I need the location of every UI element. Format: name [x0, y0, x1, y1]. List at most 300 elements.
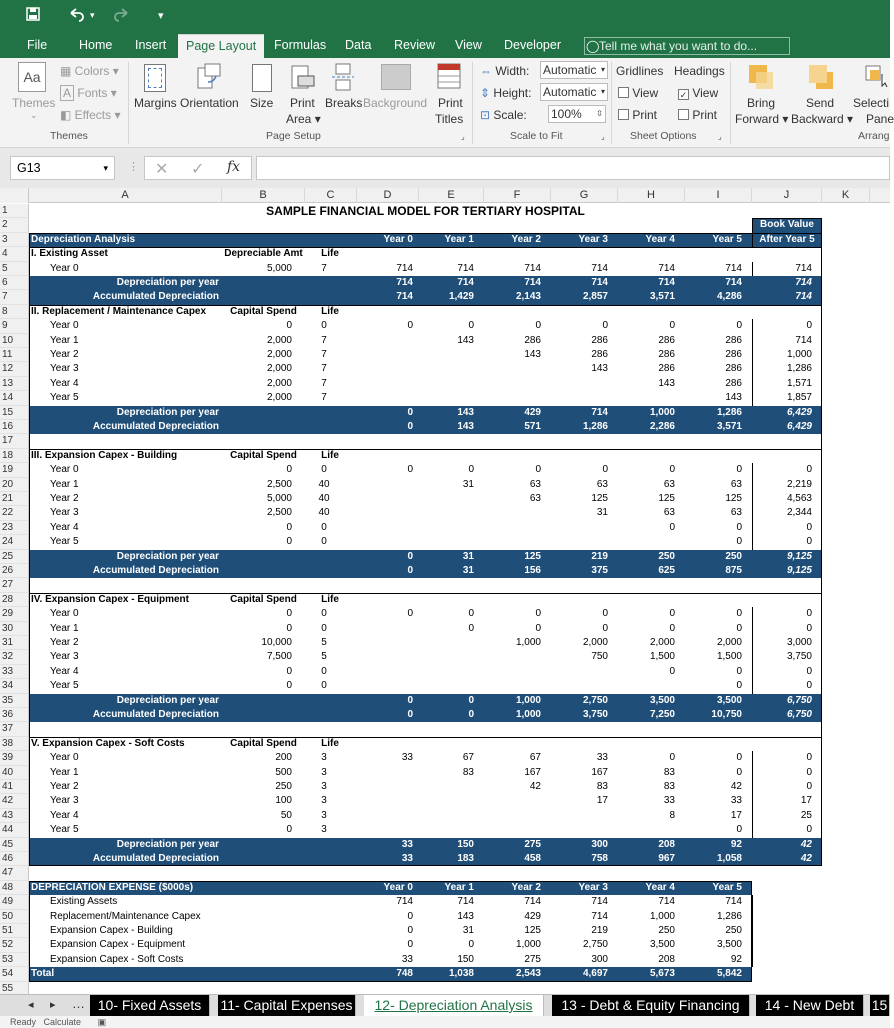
tell-me-search[interactable] [584, 37, 790, 55]
value-cell[interactable] [357, 809, 413, 823]
value-cell[interactable]: 0 [669, 320, 675, 332]
summary-value[interactable]: 714 [457, 896, 474, 908]
summary-total-value[interactable]: 748 [357, 967, 413, 981]
summary-total-label[interactable]: Total [31, 967, 131, 981]
column-header[interactable]: J [752, 188, 822, 203]
value-cell[interactable] [357, 535, 413, 549]
value-cell[interactable] [484, 823, 541, 837]
total-value[interactable]: 0 [419, 708, 474, 722]
summary-value[interactable]: 714 [658, 896, 675, 908]
total-value[interactable]: 571 [484, 420, 541, 434]
life[interactable]: 7 [321, 349, 327, 360]
value-cell[interactable]: 0 [806, 320, 812, 332]
row-header[interactable]: 7 [0, 290, 29, 304]
section-heading[interactable]: Depreciation Analysis [31, 233, 221, 247]
row-header[interactable]: 55 [0, 982, 29, 996]
section-title[interactable]: I. Existing Asset [31, 248, 108, 260]
value-cell[interactable]: 0 [806, 464, 812, 476]
total-value[interactable]: 3,571 [685, 420, 742, 434]
life[interactable]: 0 [321, 608, 327, 620]
total-value[interactable]: 9,125 [752, 564, 812, 578]
total-value[interactable]: 2,750 [551, 694, 608, 708]
total-value[interactable]: 429 [484, 406, 541, 420]
section-column-label[interactable]: Depreciable Amt [224, 248, 303, 260]
capital-spend[interactable]: 10,000 [261, 637, 292, 648]
column-header[interactable]: D [357, 188, 419, 203]
life[interactable]: 0 [321, 521, 327, 533]
row-header[interactable]: 15 [0, 406, 29, 420]
life[interactable]: 40 [318, 478, 330, 490]
value-cell[interactable]: 0 [468, 622, 474, 634]
row-header[interactable]: 11 [0, 348, 29, 362]
life[interactable]: 3 [321, 752, 327, 764]
row-header[interactable]: 43 [0, 809, 29, 823]
value-cell[interactable]: 1,000 [515, 637, 541, 648]
tab-formulas[interactable]: Formulas [274, 38, 327, 52]
value-cell[interactable]: 0 [535, 464, 541, 476]
value-cell[interactable] [419, 650, 474, 664]
value-cell[interactable]: 125 [591, 493, 608, 504]
value-cell[interactable]: 0 [736, 521, 742, 533]
value-cell[interactable]: 0 [535, 320, 541, 332]
value-cell[interactable] [551, 679, 608, 693]
row-header[interactable]: 45 [0, 838, 29, 852]
section-title[interactable]: III. Expansion Capex - Building [31, 449, 178, 461]
total-label[interactable]: Accumulated Depreciation [29, 420, 219, 434]
life-column-label[interactable]: Life [321, 737, 339, 749]
year-label[interactable]: Year 5 [50, 824, 79, 836]
total-value[interactable]: 6,429 [752, 406, 812, 420]
value-cell[interactable]: 714 [658, 262, 675, 274]
row-header[interactable]: 33 [0, 665, 29, 679]
row-header[interactable]: 36 [0, 708, 29, 722]
total-label[interactable]: Accumulated Depreciation [29, 852, 219, 866]
year-label[interactable]: Year 3 [50, 651, 79, 663]
value-cell[interactable] [357, 665, 413, 679]
value-cell[interactable]: 3,000 [786, 637, 812, 648]
value-cell[interactable]: 17 [596, 795, 608, 807]
value-cell[interactable] [484, 650, 541, 664]
value-cell[interactable] [618, 535, 675, 549]
year-header[interactable]: Year 1 [419, 233, 474, 247]
value-cell[interactable]: 25 [800, 809, 812, 821]
value-cell[interactable] [551, 809, 608, 823]
summary-value[interactable]: 33 [401, 953, 413, 965]
total-value[interactable]: 1,000 [484, 694, 541, 708]
fonts-button[interactable]: A Fonts ▾ [60, 86, 117, 100]
value-cell[interactable]: 17 [800, 795, 812, 807]
row-header[interactable]: 9 [0, 319, 29, 333]
tab-review[interactable]: Review [394, 38, 435, 52]
life[interactable]: 7 [321, 392, 327, 404]
value-cell[interactable]: 83 [596, 781, 608, 792]
year-label[interactable]: Year 1 [50, 478, 79, 490]
row-header[interactable]: 29 [0, 607, 29, 621]
total-value[interactable]: 2,857 [551, 290, 608, 304]
summary-total-value[interactable]: 5,673 [618, 967, 675, 981]
column-header[interactable]: G [551, 188, 618, 203]
value-cell[interactable] [484, 391, 541, 405]
row-header[interactable]: 3 [0, 233, 29, 247]
value-cell[interactable]: 0 [806, 766, 812, 778]
value-cell[interactable]: 33 [596, 752, 608, 764]
value-cell[interactable] [357, 362, 413, 376]
value-cell[interactable]: 0 [736, 536, 742, 548]
value-cell[interactable] [484, 521, 541, 535]
row-header[interactable]: 18 [0, 449, 29, 463]
summary-value[interactable]: 1,286 [716, 910, 742, 922]
year-label[interactable]: Year 2 [50, 781, 79, 792]
value-cell[interactable]: 167 [591, 766, 608, 778]
value-cell[interactable]: 0 [669, 622, 675, 634]
total-label[interactable]: Accumulated Depreciation [29, 708, 219, 722]
total-value[interactable]: 42 [752, 838, 812, 852]
row-header[interactable]: 21 [0, 492, 29, 506]
sheet-options-launcher-icon[interactable]: ⌟ [718, 132, 722, 141]
value-cell[interactable]: 0 [806, 665, 812, 677]
formula-input[interactable] [256, 156, 890, 180]
column-header[interactable]: F [484, 188, 551, 203]
value-cell[interactable] [484, 679, 541, 693]
value-cell[interactable]: 63 [596, 478, 608, 490]
life[interactable]: 3 [321, 795, 327, 807]
save-icon[interactable] [26, 7, 40, 25]
total-label[interactable]: Depreciation per year [29, 550, 219, 564]
undo-dropdown-icon[interactable]: ▾ [90, 10, 95, 20]
section-title[interactable]: II. Replacement / Maintenance Capex [31, 305, 207, 317]
total-value[interactable]: 625 [618, 564, 675, 578]
life[interactable]: 3 [321, 824, 327, 836]
value-cell[interactable]: 0 [736, 766, 742, 778]
value-cell[interactable]: 143 [725, 392, 742, 404]
column-header[interactable]: E [419, 188, 484, 203]
height-select[interactable] [540, 83, 608, 101]
total-label[interactable]: Accumulated Depreciation [29, 564, 219, 578]
row-header[interactable]: 53 [0, 953, 29, 967]
value-cell[interactable]: 286 [725, 377, 742, 389]
orientation-button[interactable]: Orientation [180, 96, 239, 110]
themes-button[interactable]: Themes [12, 96, 56, 110]
row-header[interactable]: 35 [0, 694, 29, 708]
summary-value[interactable]: 2,750 [582, 939, 608, 951]
tab-data[interactable]: Data [345, 38, 372, 52]
value-cell[interactable]: 0 [736, 752, 742, 764]
total-value[interactable]: 0 [357, 708, 413, 722]
value-cell[interactable]: 143 [658, 377, 675, 389]
total-label[interactable]: Depreciation per year [29, 694, 219, 708]
breaks-button[interactable]: Breaks [325, 96, 363, 110]
summary-title[interactable]: DEPRECIATION EXPENSE ($000s) [31, 881, 331, 895]
row-header[interactable]: 10 [0, 334, 29, 348]
scroll-left-icon[interactable]: ◂ [28, 999, 34, 1011]
year-header[interactable]: Year 5 [685, 233, 742, 247]
row-header[interactable]: 38 [0, 737, 29, 751]
row-header[interactable]: 41 [0, 780, 29, 794]
capital-spend[interactable]: 0 [286, 320, 292, 332]
value-cell[interactable]: 0 [468, 320, 474, 332]
total-value[interactable]: 3,750 [551, 708, 608, 722]
section-column-label[interactable]: Capital Spend [230, 305, 297, 317]
total-value[interactable]: 714 [752, 290, 812, 304]
capital-spend[interactable]: 0 [286, 622, 292, 634]
total-value[interactable]: 1,058 [685, 852, 742, 866]
value-cell[interactable]: 0 [806, 752, 812, 764]
value-cell[interactable]: 0 [669, 752, 675, 764]
year-label[interactable]: Year 3 [50, 363, 79, 375]
value-cell[interactable]: 0 [669, 464, 675, 476]
value-cell[interactable]: 714 [795, 334, 812, 346]
select-all-corner[interactable] [0, 188, 29, 203]
total-value[interactable]: 2,143 [484, 290, 541, 304]
value-cell[interactable]: 750 [591, 651, 608, 663]
margins-button[interactable]: Margins [134, 96, 177, 110]
total-value[interactable]: 1,286 [551, 420, 608, 434]
row-header[interactable]: 23 [0, 521, 29, 535]
headings-print-checkbox[interactable] [678, 108, 717, 122]
value-cell[interactable]: 286 [524, 334, 541, 346]
value-cell[interactable]: 0 [407, 608, 413, 620]
selection-pane-label-2[interactable]: Pane [866, 112, 894, 126]
life-column-label[interactable]: Life [321, 449, 339, 461]
row-header[interactable]: 27 [0, 578, 29, 592]
value-cell[interactable]: 33 [401, 752, 413, 764]
summary-value[interactable]: 250 [658, 925, 675, 936]
total-label[interactable]: Depreciation per year [29, 276, 219, 290]
more-sheets-icon[interactable]: … [72, 996, 85, 1011]
value-cell[interactable]: 0 [736, 680, 742, 692]
summary-row-label[interactable]: Expansion Capex - Equipment [50, 939, 186, 951]
total-value[interactable]: 0 [419, 694, 474, 708]
year-label[interactable]: Year 2 [50, 493, 79, 504]
row-header[interactable]: 12 [0, 362, 29, 376]
value-cell[interactable] [551, 823, 608, 837]
bring-forward-label-1[interactable]: Bring [747, 96, 776, 110]
value-cell[interactable] [618, 823, 675, 837]
total-value[interactable]: 33 [357, 852, 413, 866]
value-cell[interactable]: 0 [806, 536, 812, 548]
value-cell[interactable]: 0 [736, 665, 742, 677]
life[interactable]: 7 [321, 363, 327, 375]
value-cell[interactable] [419, 679, 474, 693]
total-value[interactable]: 1,429 [419, 290, 474, 304]
life[interactable]: 3 [321, 809, 327, 821]
total-value[interactable]: 3,500 [685, 694, 742, 708]
year-label[interactable]: Year 0 [50, 320, 79, 332]
year-label[interactable]: Year 1 [50, 334, 79, 346]
scroll-right-icon[interactable]: ▸ [50, 999, 56, 1011]
value-cell[interactable]: 286 [658, 363, 675, 375]
value-cell[interactable]: 2,219 [786, 478, 812, 490]
life-column-label[interactable]: Life [321, 305, 339, 317]
gridlines-print-checkbox[interactable] [618, 108, 657, 122]
total-value[interactable]: 714 [357, 290, 413, 304]
size-button[interactable]: Size [250, 96, 274, 110]
value-cell[interactable]: 125 [725, 493, 742, 504]
value-cell[interactable] [419, 794, 474, 808]
row-header[interactable]: 24 [0, 535, 29, 549]
life[interactable]: 40 [318, 507, 330, 519]
row-header[interactable]: 20 [0, 478, 29, 492]
total-value[interactable]: 4,286 [685, 290, 742, 304]
value-cell[interactable]: 2,000 [716, 637, 742, 648]
total-value[interactable]: 156 [484, 564, 541, 578]
column-header[interactable]: A [29, 188, 222, 203]
sheet-tab-15[interactable]: 15 [870, 995, 890, 1016]
summary-value[interactable]: 125 [524, 925, 541, 936]
year-header[interactable]: Year 0 [357, 881, 413, 895]
total-value[interactable]: 6,750 [752, 694, 812, 708]
sheet-tab-new-debt[interactable]: 14 - New Debt [756, 995, 864, 1016]
year-header[interactable]: Year 2 [484, 233, 541, 247]
sheet-tab-capital-expenses[interactable]: 11- Capital Expenses [218, 995, 356, 1016]
row-header[interactable]: 8 [0, 305, 29, 319]
tab-page-layout[interactable]: Page Layout [178, 34, 264, 58]
value-cell[interactable]: 63 [529, 493, 541, 504]
row-header[interactable]: 17 [0, 434, 29, 448]
total-value[interactable]: 0 [357, 564, 413, 578]
sheet-tab-fixed-assets[interactable]: 10- Fixed Assets [90, 995, 210, 1016]
colors-button[interactable]: ▦ Colors ▾ [60, 64, 119, 78]
total-value[interactable]: 42 [752, 852, 812, 866]
year-label[interactable]: Year 5 [50, 680, 79, 692]
value-cell[interactable] [357, 823, 413, 837]
total-value[interactable]: 3,500 [618, 694, 675, 708]
total-value[interactable]: 219 [551, 550, 608, 564]
section-title[interactable]: V. Expansion Capex - Soft Costs [31, 737, 185, 749]
value-cell[interactable]: 0 [602, 320, 608, 332]
summary-value[interactable]: 1,000 [515, 939, 541, 951]
total-value[interactable]: 714 [551, 406, 608, 420]
worksheet[interactable] [0, 188, 890, 994]
capital-spend[interactable]: 2,000 [266, 349, 292, 360]
row-header[interactable]: 2 [0, 218, 29, 232]
year-label[interactable]: Year 4 [50, 377, 79, 389]
total-value[interactable]: 7,250 [618, 708, 675, 722]
total-value[interactable]: 375 [551, 564, 608, 578]
value-cell[interactable]: 0 [806, 622, 812, 634]
value-cell[interactable] [618, 391, 675, 405]
value-cell[interactable]: 63 [529, 478, 541, 490]
value-cell[interactable]: 714 [591, 262, 608, 274]
total-value[interactable]: 250 [618, 550, 675, 564]
life-column-label[interactable]: Life [321, 248, 339, 260]
value-cell[interactable]: 714 [795, 262, 812, 274]
value-cell[interactable]: 143 [591, 363, 608, 375]
year-label[interactable]: Year 0 [50, 262, 79, 274]
capital-spend[interactable]: 0 [286, 608, 292, 620]
row-header[interactable]: 46 [0, 852, 29, 866]
value-cell[interactable] [419, 362, 474, 376]
sheet-tab-debt-equity[interactable]: 13 - Debt & Equity Financing [552, 995, 750, 1016]
total-value[interactable]: 31 [419, 564, 474, 578]
value-cell[interactable] [357, 521, 413, 535]
value-cell[interactable]: 33 [663, 795, 675, 807]
value-cell[interactable]: 0 [602, 464, 608, 476]
total-value[interactable]: 714 [685, 276, 742, 290]
total-value[interactable]: 0 [357, 420, 413, 434]
total-value[interactable]: 125 [484, 550, 541, 564]
value-cell[interactable]: 0 [407, 320, 413, 332]
life[interactable]: 0 [321, 536, 327, 548]
value-cell[interactable] [551, 665, 608, 679]
total-value[interactable]: 92 [685, 838, 742, 852]
value-cell[interactable]: 0 [736, 622, 742, 634]
section-column-label[interactable]: Capital Spend [230, 593, 297, 605]
tab-developer[interactable]: Developer [504, 38, 561, 52]
selection-pane-label-1[interactable]: Selecti [853, 96, 890, 110]
value-cell[interactable] [357, 348, 413, 362]
send-backward-label-1[interactable]: Send [806, 96, 835, 110]
row-header[interactable]: 48 [0, 881, 29, 895]
value-cell[interactable]: 31 [596, 507, 608, 519]
value-cell[interactable]: 3,750 [786, 651, 812, 663]
capital-spend[interactable]: 0 [286, 536, 292, 548]
total-value[interactable]: 714 [357, 276, 413, 290]
total-value[interactable]: 250 [685, 550, 742, 564]
year-label[interactable]: Year 0 [50, 752, 79, 764]
life[interactable]: 7 [321, 377, 327, 389]
value-cell[interactable]: 0 [669, 608, 675, 620]
value-cell[interactable] [484, 535, 541, 549]
capital-spend[interactable]: 0 [286, 680, 292, 692]
value-cell[interactable]: 0 [736, 320, 742, 332]
year-header[interactable]: Year 4 [618, 881, 675, 895]
total-value[interactable]: 6,750 [752, 708, 812, 722]
value-cell[interactable] [357, 334, 413, 348]
summary-value[interactable]: 219 [591, 925, 608, 936]
tab-view[interactable]: View [455, 38, 482, 52]
value-cell[interactable]: 1,286 [786, 363, 812, 375]
year-label[interactable]: Year 0 [50, 608, 79, 620]
summary-value[interactable]: 429 [524, 910, 541, 922]
print-titles-label-1[interactable]: Print [438, 96, 463, 110]
capital-spend[interactable]: 0 [286, 824, 292, 836]
value-cell[interactable] [419, 535, 474, 549]
value-cell[interactable]: 2,000 [649, 637, 675, 648]
capital-spend[interactable]: 5,000 [266, 262, 292, 274]
value-cell[interactable]: 0 [468, 464, 474, 476]
value-cell[interactable]: 63 [663, 507, 675, 519]
tab-home[interactable]: Home [79, 38, 113, 52]
row-header[interactable]: 28 [0, 593, 29, 607]
row-header[interactable]: 34 [0, 679, 29, 693]
summary-row-label[interactable]: Existing Assets [50, 896, 118, 908]
value-cell[interactable]: 83 [462, 766, 474, 778]
value-cell[interactable]: 0 [602, 622, 608, 634]
year-header[interactable]: Year 3 [551, 233, 608, 247]
summary-row-label[interactable]: Expansion Capex - Building [50, 925, 173, 936]
value-cell[interactable]: 67 [462, 752, 474, 764]
total-value[interactable]: 31 [419, 550, 474, 564]
insert-function-icon[interactable]: fx [227, 159, 241, 175]
value-cell[interactable] [551, 521, 608, 535]
row-header[interactable]: 47 [0, 866, 29, 880]
summary-value[interactable]: 31 [462, 925, 474, 936]
value-cell[interactable] [357, 679, 413, 693]
summary-value[interactable]: 714 [591, 896, 608, 908]
total-label[interactable]: Depreciation per year [29, 838, 219, 852]
value-cell[interactable] [357, 492, 413, 506]
row-header[interactable]: 44 [0, 823, 29, 837]
total-value[interactable]: 758 [551, 852, 608, 866]
value-cell[interactable]: 17 [730, 809, 742, 821]
value-cell[interactable] [551, 377, 608, 391]
value-cell[interactable]: 0 [806, 680, 812, 692]
row-header[interactable]: 37 [0, 722, 29, 736]
total-value[interactable]: 1,000 [484, 708, 541, 722]
total-value[interactable]: 183 [419, 852, 474, 866]
capital-spend[interactable]: 0 [286, 665, 292, 677]
